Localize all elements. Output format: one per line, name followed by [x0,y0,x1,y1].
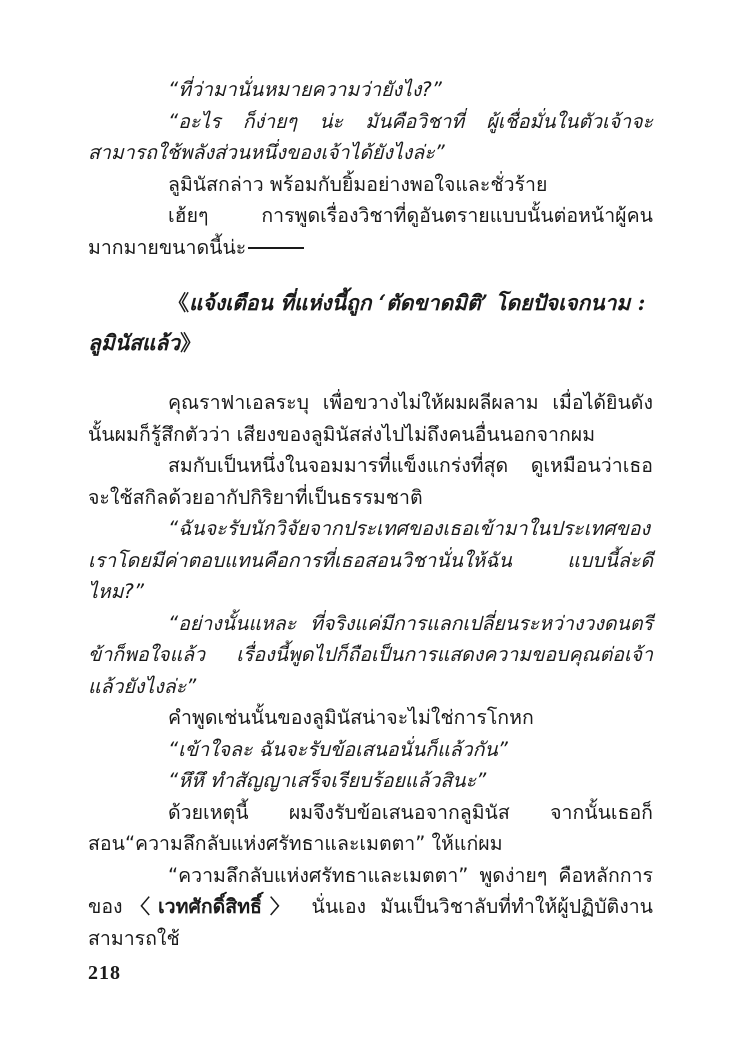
narration-text: นั่นเอง มันเป็นวิชาลับที่ทำให้ผู้ปฏิบัติงานสามารถใช้ [88,895,654,950]
narration-line: ด้วยเหตุนี้ ผมจึงรับข้อเสนอจากลูมินัส จากนั้นเธอก็สอน“ความลึกลับแห่งศรัทธาและเมตตา” ให้แก่ผม [88,800,653,855]
system-notice [88,283,653,363]
narration-line [88,860,653,955]
narration-text: เฮ้ยๆ การพูดเรื่องวิชาที่ดูอันตรายแบบนั้นต่อหน้าผู้คนมากมายขนาดนี้น่ะ [88,204,653,259]
notice-close-bracket: 》 [180,330,202,355]
narration-line: ลูมินัสกล่าว พร้อมกับยิ้มอย่างพอใจและชั่วร้าย [168,172,548,196]
dialogue-line: “อย่างนั้นแหละ ที่จริงแค่มีการแลกเปลี่ยนระหว่างวงดนตรีข้าก็พอใจแล้ว เรื่องนี้พูดไปก็ถือเป็นการแสดงความขอบคุณต่อเจ้าแล้วยังไงล่ะ” [88,611,653,698]
narration-line: คุณราฟาเอลระบุ เพื่อขวางไม่ให้ผมผลีผลาม เมื่อได้ยินดังนั้นผมก็รู้สึกตัวว่า เสียงของลูมินัสส่งไปไม่ถึงคนอื่นนอกจากผม [88,391,653,446]
narration-text: “ความลึกลับแห่งศรัทธาและเมตตา” พูดง่ายๆ คือหลักการของ [88,863,653,918]
narration-line [88,200,653,263]
technique-name: 〈เวทศักดิ์สิทธิ์〉 [122,895,298,918]
narration-line: คำพูดเช่นนั้นของลูมินัสน่าจะไม่ใช่การโกหก [168,706,534,729]
dialogue-line: “ที่ว่ามานั่นหมายความว่ายังไง?” [168,78,442,101]
notice-text: แจ้งเตือน ที่แห่งนี้ถูก ‘ตัดขาดมิติ’ โดยปัจเจกนาม : ลูมินัสแล้ว [88,290,646,355]
narration-line: สมกับเป็นหนึ่งในจอมมารที่แข็งแกร่งที่สุด ดูเหมือนว่าเธอจะใช้สกิลด้วยอากัปกิริยาที่เป็นธรรมชาติ [88,454,653,509]
page-body [88,74,653,954]
dialogue-line: “เข้าใจละ ฉันจะรับข้อเสนอนั่นก็แล้วกัน” [168,737,508,761]
page-number: 218 [88,962,121,984]
notice-open-bracket: 《 [168,290,189,315]
dialogue-line: “ฉันจะรับนักวิจัยจากประเทศของเธอเข้ามาในประเทศของเราโดยมีค่าตอบแทนคือการที่เธอสอนวิชานั่นให้ฉัน แบบนี้ล่ะดีไหม?” [88,517,653,603]
dialogue-line: “หึหึ ทำสัญญาเสร็จเรียบร้อยแล้วสินะ” [168,769,487,792]
dialogue-line: “อะไร ก็ง่ายๆ น่ะ มันคือวิชาที่ ผู้เชื่อมั่นในตัวเจ้าจะสามารถใช้พลังส่วนหนึ่งของเจ้าได้ยังไงล่ะ” [88,109,653,164]
em-dash-rule [248,247,304,249]
